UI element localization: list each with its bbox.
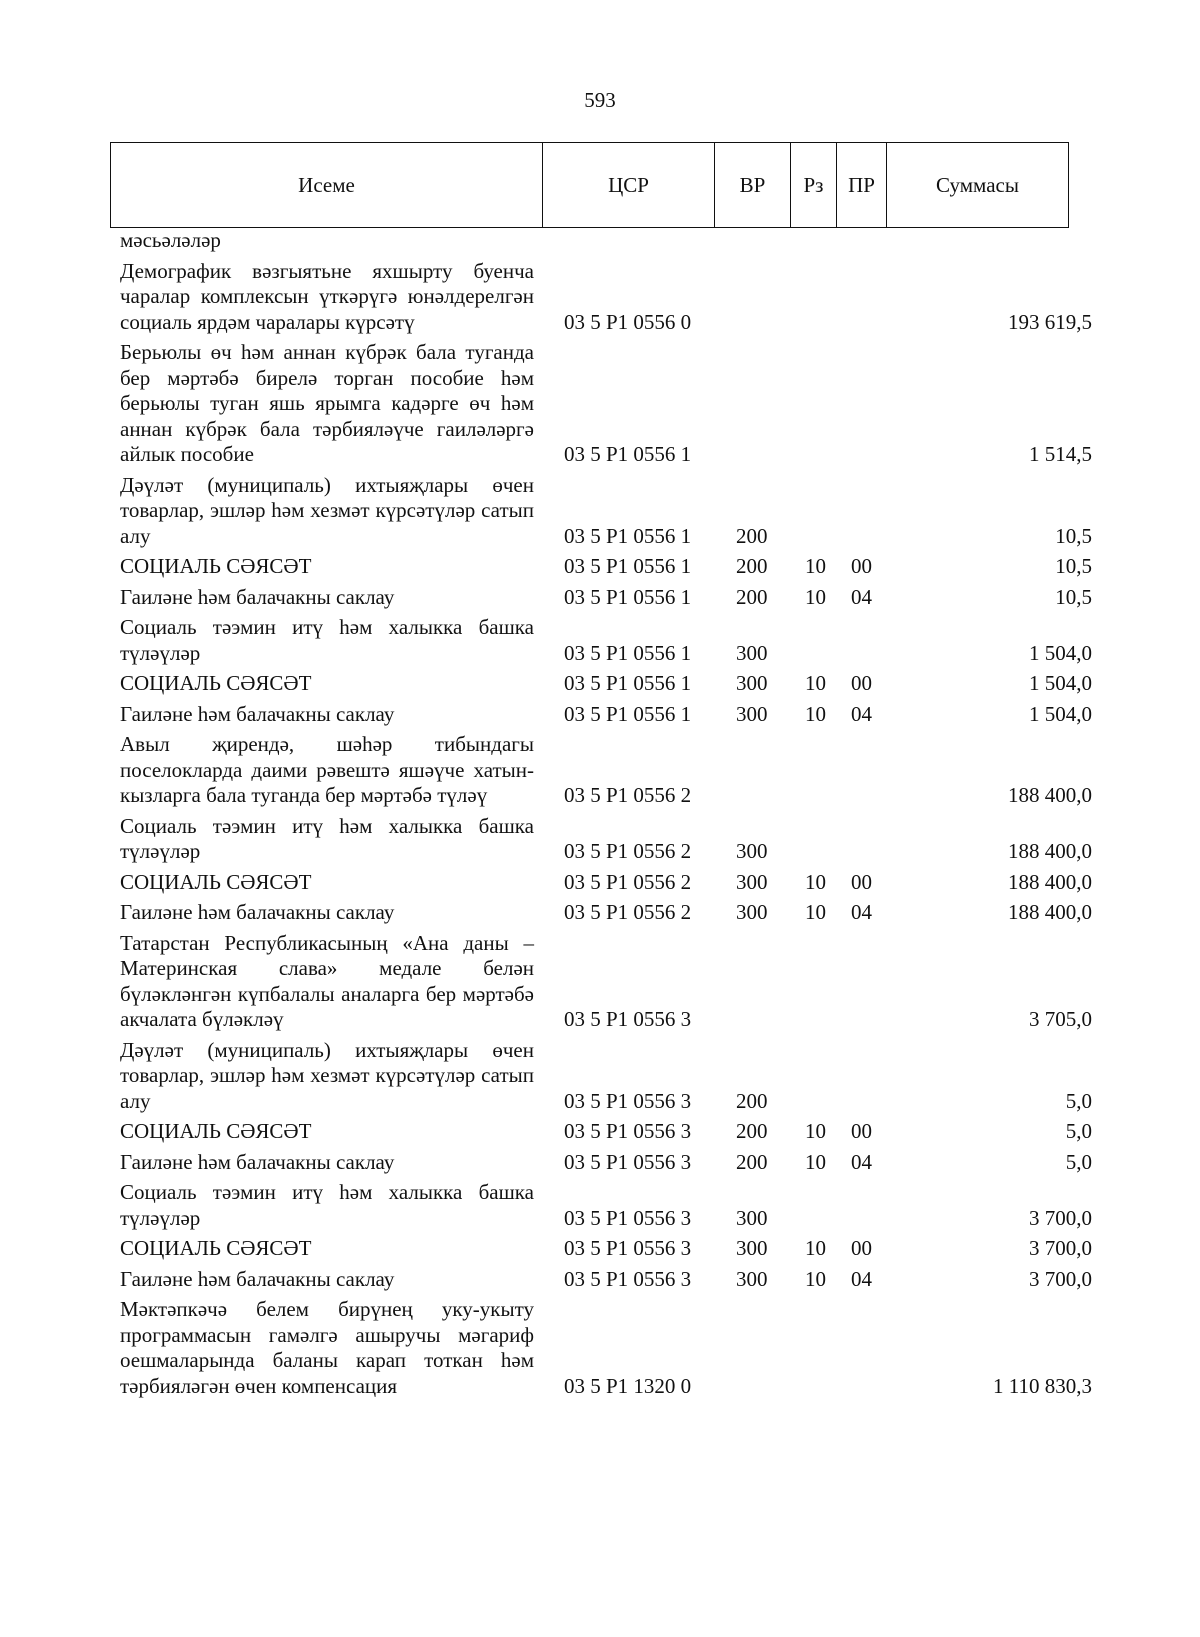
column-header-rz: Рз xyxy=(791,143,837,228)
cell-sum: 1 514,5 xyxy=(1029,442,1092,466)
cell-csr: 03 5 P1 0556 2 xyxy=(564,900,692,924)
cell-sum: 1 504,0 xyxy=(1029,701,1092,726)
cell-csr: 03 5 P1 0556 1 xyxy=(564,671,692,695)
cell-name: СОЦИАЛЬ СӘЯСӘТ xyxy=(120,1119,312,1143)
cell-vr: 200 xyxy=(736,1088,768,1113)
table-row xyxy=(110,1231,1104,1262)
cell-pr: 00 xyxy=(851,671,872,695)
cell-sum: 5,0 xyxy=(1065,1088,1092,1113)
cell-name: Гаиләне һәм балачакны саклау xyxy=(120,1266,395,1291)
cell-csr: 03 5 P1 0556 3 xyxy=(564,1266,692,1291)
table-row xyxy=(110,335,1104,468)
cell-rz xyxy=(790,727,836,809)
table-row xyxy=(110,254,1104,336)
cell-rz xyxy=(790,335,836,468)
cell-name: Гаиләне һәм балачакны саклау xyxy=(120,1149,395,1174)
cell-rz xyxy=(790,809,836,865)
cell-rz xyxy=(790,254,836,336)
cell-pr: 00 xyxy=(851,1236,872,1260)
cell-rz: 10 xyxy=(805,554,826,578)
cell-sum: 10,5 xyxy=(1055,523,1092,548)
cell-csr: 03 5 P1 0556 0 xyxy=(564,309,692,334)
cell-vr: 300 xyxy=(736,900,768,924)
table-row xyxy=(110,1114,1104,1145)
cell-rz: 10 xyxy=(805,900,826,924)
cell-name: СОЦИАЛЬ СӘЯСӘТ xyxy=(120,671,312,695)
cell-pr: 00 xyxy=(851,554,872,578)
table-header xyxy=(110,142,1069,228)
cell-pr xyxy=(836,610,886,666)
cell-sum: 1 504,0 xyxy=(1029,640,1092,665)
column-header-sum: Суммасы xyxy=(887,143,1069,228)
cell-pr: 04 xyxy=(851,584,872,609)
cell-csr: 03 5 P1 0556 1 xyxy=(564,442,692,466)
cell-pr xyxy=(836,254,886,336)
table-row xyxy=(110,580,1104,611)
cell-pr: 00 xyxy=(851,1119,872,1143)
cell-rz xyxy=(790,228,836,254)
cell-sum: 188 400,0 xyxy=(1008,869,1092,894)
column-header-pr: ПР xyxy=(837,143,887,228)
cell-rz xyxy=(790,468,836,550)
cell-vr xyxy=(714,926,790,1033)
table-row xyxy=(110,1145,1104,1176)
cell-sum: 1 110 830,3 xyxy=(993,1373,1092,1398)
table-row xyxy=(110,468,1104,550)
table-row xyxy=(110,727,1104,809)
cell-vr xyxy=(714,335,790,468)
cell-vr xyxy=(714,727,790,809)
cell-csr: 03 5 P1 0556 3 xyxy=(564,1236,692,1260)
cell-rz: 10 xyxy=(805,869,826,894)
column-header-csr: ЦСР xyxy=(543,143,715,228)
cell-name: Социаль тәэмин итү һәм халыкка башка түләүләр xyxy=(120,615,534,665)
cell-name: Гаиләне һәм балачакны саклау xyxy=(120,701,395,726)
cell-name: Демографик вәзгыятьне яхшырту буенча чаралар комплексын үткәрүгә юнәлдерелгән социаль ярдәм чаралары күрсәтү xyxy=(120,258,534,334)
table-row xyxy=(110,895,1104,926)
table-row xyxy=(110,697,1104,728)
cell-sum: 5,0 xyxy=(1065,1149,1092,1174)
cell-csr xyxy=(542,228,714,254)
cell-pr xyxy=(836,727,886,809)
cell-csr: 03 5 P1 0556 2 xyxy=(564,839,692,863)
cell-vr: 300 xyxy=(736,640,768,665)
cell-rz xyxy=(790,610,836,666)
cell-pr xyxy=(836,809,886,865)
cell-rz xyxy=(790,1292,836,1399)
cell-pr xyxy=(836,1292,886,1399)
cell-sum: 188 400,0 xyxy=(1008,839,1092,863)
cell-csr: 03 5 P1 0556 1 xyxy=(564,640,692,665)
cell-rz: 10 xyxy=(805,584,826,609)
cell-pr xyxy=(836,1175,886,1231)
table-row xyxy=(110,809,1104,865)
cell-sum xyxy=(886,228,1104,254)
cell-name: Дәүләт (муниципаль) ихтыяҗлары өчен товарлар, эшләр һәм хезмәт күрсәтүләр сатып алу xyxy=(120,472,534,548)
cell-name: СОЦИАЛЬ СӘЯСӘТ xyxy=(120,869,312,894)
cell-vr: 200 xyxy=(736,1149,768,1174)
cell-rz xyxy=(790,1033,836,1115)
cell-csr: 03 5 P1 0556 3 xyxy=(564,1088,692,1113)
table-row xyxy=(110,549,1104,580)
cell-sum: 3 700,0 xyxy=(1029,1266,1092,1291)
cell-csr: 03 5 P1 0556 1 xyxy=(564,523,692,548)
cell-sum: 5,0 xyxy=(1065,1119,1092,1143)
cell-rz: 10 xyxy=(805,1236,826,1260)
cell-rz xyxy=(790,1175,836,1231)
cell-name: Дәүләт (муниципаль) ихтыяҗлары өчен товарлар, эшләр һәм хезмәт күрсәтүләр сатып алу xyxy=(120,1037,534,1113)
cell-name: Гаиләне һәм балачакны саклау xyxy=(120,584,395,609)
table-row xyxy=(110,610,1104,666)
cell-name: Берьюлы өч һәм аннан күбрәк бала туганда бер мәртәбә бирелә торган пособие һәм берьюлы туган яшь ярымга кадәрге өч һәм аннан күбрәк бала тәрбияләүче гаиләләргә айлык пособие xyxy=(120,340,534,466)
table-row xyxy=(110,1292,1104,1399)
cell-name: Социаль тәэмин итү һәм халыкка башка түләүләр xyxy=(120,1180,534,1230)
cell-csr: 03 5 P1 0556 3 xyxy=(564,1149,692,1174)
cell-pr xyxy=(836,926,886,1033)
column-header-name: Исеме xyxy=(111,143,543,228)
cell-csr: 03 5 P1 0556 2 xyxy=(564,869,692,894)
cell-name: Гаиләне һәм балачакны саклау xyxy=(120,900,395,924)
cell-pr xyxy=(836,335,886,468)
table-row xyxy=(110,926,1104,1033)
cell-rz: 10 xyxy=(805,701,826,726)
cell-rz: 10 xyxy=(805,1149,826,1174)
cell-rz: 10 xyxy=(805,1266,826,1291)
cell-csr: 03 5 P1 0556 1 xyxy=(564,554,692,578)
cell-vr: 300 xyxy=(736,701,768,726)
cell-name: мәсьәләләр xyxy=(120,228,221,252)
cell-pr xyxy=(836,1033,886,1115)
cell-vr: 300 xyxy=(736,1205,768,1230)
cell-vr xyxy=(714,228,790,254)
cell-vr: 200 xyxy=(736,523,768,548)
table-row xyxy=(110,1033,1104,1115)
cell-sum: 10,5 xyxy=(1055,584,1092,609)
cell-name: СОЦИАЛЬ СӘЯСӘТ xyxy=(120,554,312,578)
cell-pr: 04 xyxy=(851,900,872,924)
cell-sum: 188 400,0 xyxy=(1008,783,1092,807)
cell-vr: 300 xyxy=(736,869,768,894)
cell-sum: 193 619,5 xyxy=(1008,309,1092,334)
cell-pr: 04 xyxy=(851,1149,872,1174)
cell-vr: 300 xyxy=(736,1236,768,1260)
table-row xyxy=(110,666,1104,697)
cell-csr: 03 5 P1 0556 3 xyxy=(564,1205,692,1230)
cell-csr: 03 5 P1 1320 0 xyxy=(564,1373,692,1398)
cell-csr: 03 5 P1 0556 3 xyxy=(564,1007,692,1031)
cell-sum: 188 400,0 xyxy=(1008,900,1092,924)
cell-vr: 300 xyxy=(736,671,768,695)
cell-sum: 1 504,0 xyxy=(1029,671,1092,695)
cell-name: Мәктәпкәчә белем бирүнең уку-укыту программасын гамәлгә ашыручы мәгариф оешмаларында баланы карап тоткан һәм тәрбияләгән өчен компенсация xyxy=(120,1297,534,1398)
cell-sum: 10,5 xyxy=(1055,554,1092,578)
cell-sum: 3 700,0 xyxy=(1029,1236,1092,1260)
cell-pr xyxy=(836,228,886,254)
cell-sum: 3 700,0 xyxy=(1029,1205,1092,1230)
cell-pr: 04 xyxy=(851,1266,872,1291)
cell-csr: 03 5 P1 0556 1 xyxy=(564,701,692,726)
cell-vr: 200 xyxy=(736,584,768,609)
table-row xyxy=(110,1175,1104,1231)
cell-name: СОЦИАЛЬ СӘЯСӘТ xyxy=(120,1236,312,1260)
cell-name: Социаль тәэмин итү һәм халыкка башка түләүләр xyxy=(120,813,534,863)
cell-name: Татарстан Республикасының «Ана даны – Материнская слава» медале белән бүләкләнгән күпбалалы аналарга бер мәртәбә акчалата бүләкләү xyxy=(120,930,534,1031)
page-number: 593 xyxy=(584,88,616,112)
table-row xyxy=(110,1262,1104,1293)
cell-pr: 00 xyxy=(851,869,872,894)
cell-rz xyxy=(790,926,836,1033)
cell-csr: 03 5 P1 0556 3 xyxy=(564,1119,692,1143)
cell-rz: 10 xyxy=(805,671,826,695)
cell-sum: 3 705,0 xyxy=(1029,1007,1092,1031)
table-row xyxy=(110,228,1104,254)
cell-vr: 300 xyxy=(736,839,768,863)
cell-vr: 200 xyxy=(736,554,768,578)
table-row xyxy=(110,865,1104,896)
cell-pr: 04 xyxy=(851,701,872,726)
cell-vr: 200 xyxy=(736,1119,768,1143)
cell-rz: 10 xyxy=(805,1119,826,1143)
cell-vr xyxy=(714,254,790,336)
cell-vr xyxy=(714,1292,790,1399)
column-header-vr: ВР xyxy=(715,143,791,228)
cell-pr xyxy=(836,468,886,550)
cell-name: Авыл җирендә, шәһәр тибындагы поселокларда даими рәвештә яшәүче хатын-кызларга бала туганда бер мәртәбә түләү xyxy=(120,732,534,807)
budget-table xyxy=(110,228,1104,1399)
cell-vr: 300 xyxy=(736,1266,768,1291)
cell-csr: 03 5 P1 0556 2 xyxy=(564,783,692,807)
cell-csr: 03 5 P1 0556 1 xyxy=(564,584,692,609)
